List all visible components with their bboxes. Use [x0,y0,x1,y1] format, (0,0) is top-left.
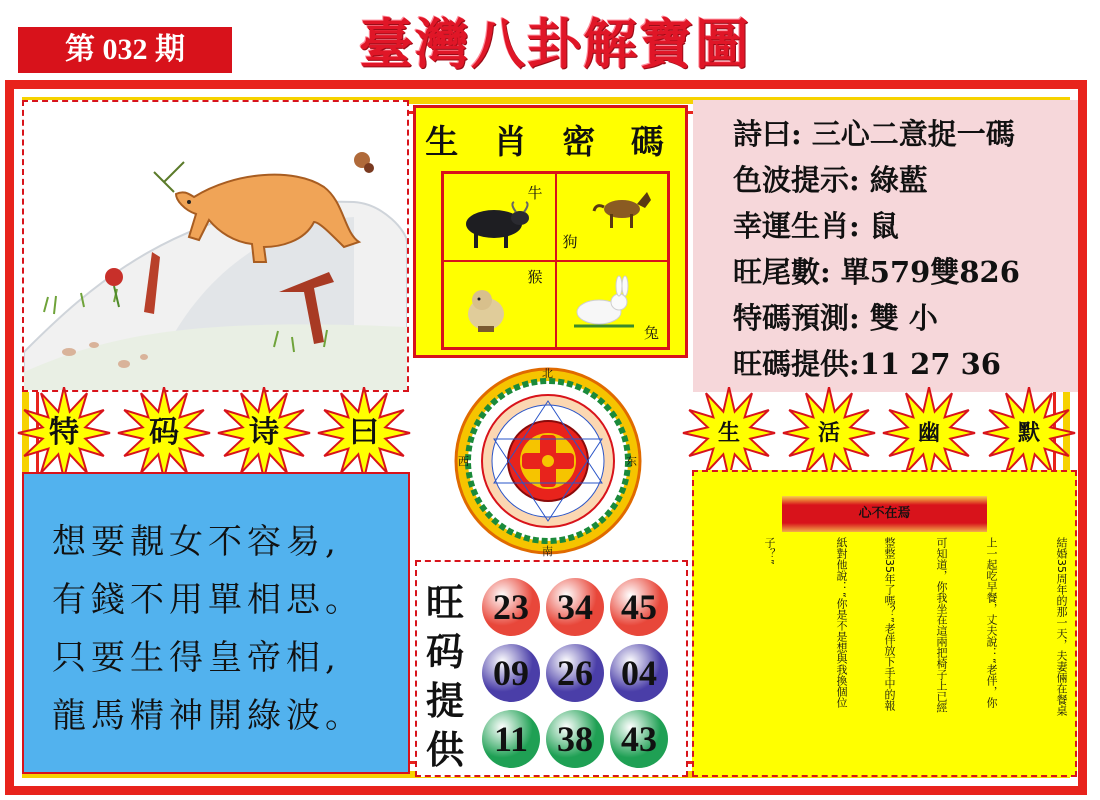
compass-west: 西 [458,455,469,468]
poem-panel [22,472,410,774]
star-badge-text: 生 [717,420,740,446]
hot-number-ball: 45 [610,578,668,636]
star-badge [115,387,213,479]
issue-number: 第 032 期 [18,27,232,73]
star-badge-text: 默 [1017,420,1040,446]
hot-number-ball: 43 [610,710,668,768]
story-column: 可知道，你我坐在這兩把椅子上已經 [935,537,948,713]
lucky-zodiac: 幸運生肖: 鼠 [733,209,899,243]
story-column: 整整35年了嗎？”老伴放下手中的報 [883,537,896,711]
star-badge-text: 特 [49,415,79,450]
zodiac-cell-dog [556,173,669,261]
hot-number-ball: 26 [546,644,604,702]
hot-code-offer: 旺碼提供:11 27 36 [733,347,1001,381]
star-badge [15,387,113,479]
star-badge-text: 曰 [349,415,379,450]
page-title: 臺灣八卦解寶圖 [359,12,751,76]
star-badge-text: 活 [817,420,840,446]
fox-picture-panel [22,100,409,392]
story-column: 子？” [763,537,776,565]
zodiac-code-panel [413,105,688,358]
star-badge [980,387,1078,479]
hot-tail-numbers: 旺尾數: 單579雙826 [733,255,1020,289]
star-badge-text: 码 [149,415,179,450]
poem-line: 龍馬精神開綠波。 [52,696,364,736]
hot-number-ball: 34 [546,578,604,636]
compass-east: 东 [626,455,637,468]
compass-north: 北 [542,367,553,380]
zodiac-grid [441,171,670,350]
dog-icon [592,179,662,239]
zodiac-cell-rabbit [556,261,669,349]
bagua-compass [450,363,646,559]
color-wave-hint: 色波提示: 綠藍 [733,163,928,197]
poem-line: 有錢不用單相思。 [52,580,364,620]
story-column: 結婚35周年的那一天，夫妻倆在餐桌 [1055,537,1068,716]
story-title: 心不在焉 [782,496,987,532]
poem-hint: 詩曰: 三心二意捉一碼 [733,117,1015,151]
fox-illustration [24,102,407,390]
tips-panel [693,100,1078,392]
star-badge-text: 幽 [917,420,940,446]
zodiac-code-title: 生 肖 密 碼 [425,122,676,161]
ox-icon [454,194,534,254]
special-code-prediction: 特碼預測: 雙 小 [733,301,938,335]
star-badge [780,387,878,479]
hot-number-ball: 38 [546,710,604,768]
story-column: 上一起吃早餐，丈夫說：“老伴，你 [985,537,998,708]
star-badge [880,387,978,479]
poem-line: 只要生得皇帝相, [52,638,341,678]
zodiac-cell-ox [443,173,556,261]
zodiac-cell-monkey [443,261,556,349]
zodiac-label: 牛 [527,184,543,202]
compass-south: 南 [542,545,553,558]
hot-number-ball: 11 [482,710,540,768]
hot-number-ball: 23 [482,578,540,636]
humor-story-panel [692,470,1077,777]
monkey-icon [454,280,524,340]
hot-numbers-label: 旺 码 提 供 [425,580,464,772]
story-column: 紙對他說：“你是不是想與我換個位 [835,537,848,708]
poem-line: 想要靚女不容易, [52,522,341,562]
hot-number-ball: 04 [610,644,668,702]
star-badge [680,387,778,479]
rabbit-icon [569,274,639,334]
star-badge [315,387,413,479]
hot-number-ball: 09 [482,644,540,702]
star-badge-text: 诗 [249,415,279,450]
hot-numbers-panel [415,560,688,777]
zodiac-label: 兔 [643,324,659,342]
star-badge [215,387,313,479]
zodiac-label: 狗 [562,232,578,251]
zodiac-label: 猴 [527,267,543,286]
